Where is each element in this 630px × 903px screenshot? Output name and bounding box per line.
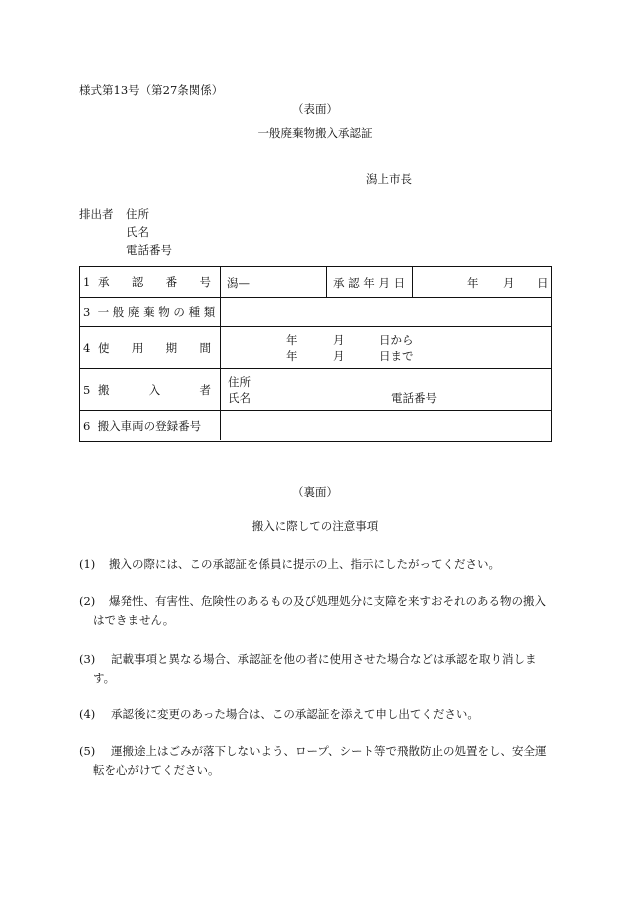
approval-date-field[interactable] bbox=[413, 267, 551, 297]
row-number: 5 bbox=[83, 383, 91, 397]
back-label: （裏面） bbox=[292, 485, 338, 499]
approval-number-value: 潟— bbox=[227, 276, 250, 290]
discharger-address-label: 住所 bbox=[126, 207, 149, 221]
approval-number-field[interactable] bbox=[221, 267, 327, 297]
usage-period-field[interactable]: 年 月 日から 年 月 日まで bbox=[286, 333, 414, 363]
document-title: 一般廃棄物搬入承認証 bbox=[257, 126, 373, 140]
row-number: 4 bbox=[83, 341, 91, 355]
carrier-phone-label: 電話番号 bbox=[391, 391, 437, 405]
table-row bbox=[80, 369, 551, 411]
discharger-name-label: 氏名 bbox=[126, 225, 149, 239]
month-label: 月 bbox=[503, 276, 515, 290]
approval-date-label-cell bbox=[327, 267, 413, 297]
vehicle-registration-field[interactable] bbox=[221, 411, 551, 440]
table-row bbox=[80, 327, 551, 369]
row-number: 1 bbox=[83, 275, 91, 289]
discharger-label: 排出者 bbox=[79, 207, 114, 221]
approval-date-label: 承 認 年 月 日 bbox=[333, 276, 406, 290]
year-label: 年 bbox=[467, 276, 479, 290]
note-item: (4) 承認後に変更のあった場合は、この承認証を添えて申し出てください。 bbox=[79, 707, 479, 721]
approval-number-label-cell bbox=[80, 267, 221, 297]
note-item: (2) 爆発性、有害性、危険性のあるもの及び処理処分に支障を来すおそれのある物の搬入 はできません。 bbox=[79, 594, 546, 627]
approval-form-table bbox=[79, 266, 552, 442]
form-number: 様式第13号（第27条関係） bbox=[79, 83, 224, 97]
carrier-address-label: 住所 bbox=[228, 375, 251, 389]
carrier-label-cell bbox=[80, 369, 221, 410]
day-label: 日 bbox=[537, 276, 549, 290]
vehicle-registration-label: 6 搬入車両の登録番号 bbox=[83, 418, 202, 433]
usage-period-label-cell bbox=[80, 327, 221, 368]
waste-type-label-cell bbox=[80, 298, 221, 326]
note-item: (5) 運搬途上はごみが落下しないよう、ロープ、シート等で飛散防止の処置をし、安全運 転を心がけてください。 bbox=[79, 744, 547, 777]
waste-type-label: 3 一 般 廃 棄 物 の 種 類 bbox=[83, 305, 216, 319]
usage-period-label: 使 用 期 間 bbox=[98, 340, 211, 355]
carrier-name-label: 氏名 bbox=[228, 391, 251, 405]
front-label: （表面） bbox=[292, 102, 338, 116]
table-row bbox=[80, 411, 551, 440]
carrier-label: 搬 入 者 bbox=[98, 382, 211, 397]
table-row bbox=[80, 267, 551, 298]
carrier-field[interactable] bbox=[221, 369, 551, 410]
vehicle-registration-label-cell bbox=[80, 411, 221, 440]
back-title: 搬入に際しての注意事項 bbox=[251, 519, 379, 533]
approval-number-label: 承 認 番 号 bbox=[98, 275, 211, 289]
note-item: (3) 記載事項と異なる場合、承認証を他の者に使用させた場合などは承認を取り消しま す。 bbox=[79, 652, 537, 685]
waste-type-field[interactable] bbox=[221, 298, 551, 326]
table-row bbox=[80, 298, 551, 327]
issuer: 潟上市長 bbox=[366, 172, 412, 186]
note-item: (1) 搬入の際には、この承認証を係員に提示の上、指示にしたがってください。 bbox=[79, 557, 500, 571]
discharger-phone-label: 電話番号 bbox=[126, 243, 172, 257]
